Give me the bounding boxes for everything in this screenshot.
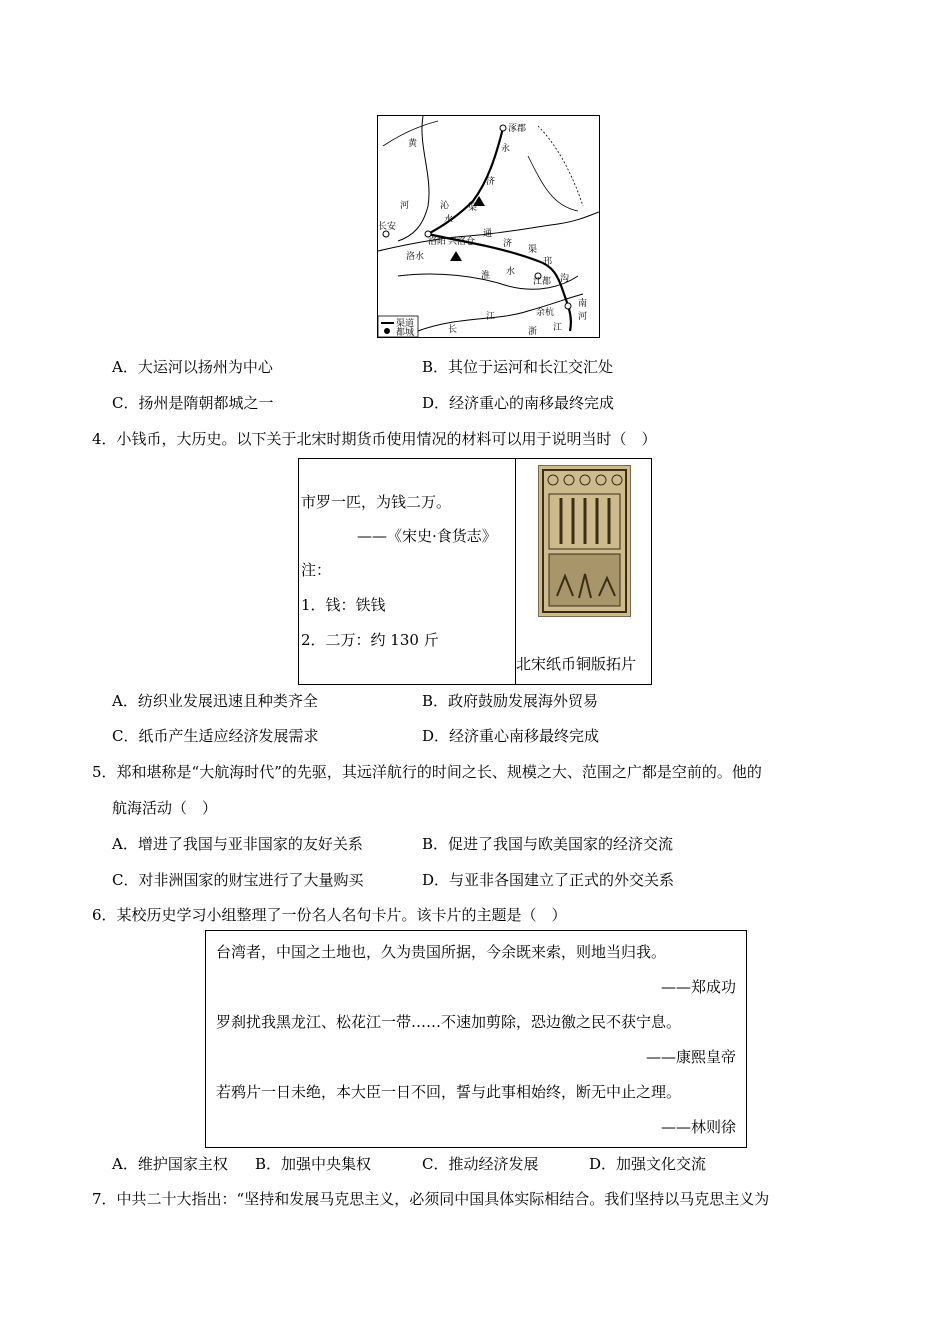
svg-text:沁: 沁 [440, 201, 450, 211]
svg-text:通: 通 [483, 229, 493, 239]
svg-text:涿郡: 涿郡 [508, 124, 527, 134]
q4-quote: 市罗一匹，为钱二万。 [301, 493, 452, 511]
svg-text:渠: 渠 [468, 203, 478, 213]
q6-option-a: A．维护国家主权 [112, 1155, 228, 1173]
q5-option-c: C．对非洲国家的财宝进行了大量购买 [112, 871, 364, 889]
svg-text:邗: 邗 [543, 257, 553, 267]
svg-text:淮: 淮 [481, 271, 491, 281]
svg-text:水: 水 [444, 215, 454, 225]
paper-money-rubbing-image [538, 465, 631, 617]
q3-option-a: A．大运河以扬州为中心 [112, 358, 273, 376]
svg-text:长安: 长安 [378, 222, 397, 232]
q4-stem: 4．小钱币，大历史。以下关于北宋时期货币使用情况的材料可以用于说明当时（ ） [92, 430, 657, 448]
q5-stem-line2: 航海活动（ ） [112, 799, 218, 817]
q5-option-a: A．增进了我国与亚非国家的友好关系 [112, 835, 363, 853]
q3-option-d: D．经济重心的南移最终完成 [422, 394, 615, 412]
svg-text:河: 河 [400, 201, 410, 211]
svg-text:黄: 黄 [408, 139, 418, 149]
svg-text:水: 水 [506, 267, 516, 277]
svg-text:江: 江 [553, 323, 563, 333]
svg-text:长: 长 [448, 325, 458, 335]
svg-text:济: 济 [503, 239, 513, 249]
q3-option-b: B．其位于运河和长江交汇处 [422, 358, 614, 376]
q6-quote-3: 若鸦片一日未绝，本大臣一日不回，誓与此事相始终，断无中止之理。 [216, 1083, 682, 1101]
svg-text:南: 南 [578, 299, 588, 309]
svg-text:沟: 沟 [560, 274, 570, 284]
svg-text:洛阳: 洛阳 [428, 237, 447, 247]
svg-text:浙: 浙 [528, 327, 538, 337]
q6-quote-card [205, 930, 747, 1148]
svg-text:洛水: 洛水 [406, 252, 425, 262]
svg-text:江都: 江都 [533, 277, 552, 287]
q4-text-cell [299, 459, 516, 685]
q7-stem: 7．中共二十大指出：“坚持和发展马克思主义，必须同中国具体实际相结合。我们坚持以马克思主义为 [92, 1190, 770, 1208]
q4-note-2: 2．二万：约 130 斤 [301, 631, 439, 649]
q5-option-d: D．与亚非各国建立了正式的外交关系 [422, 871, 675, 889]
q4-option-c: C．纸币产生适应经济发展需求 [112, 727, 319, 745]
q4-image-cell [516, 459, 652, 685]
q6-option-b: B．加强中央集权 [255, 1155, 372, 1173]
q5-stem-line1: 5．郑和堪称是“大航海时代”的先驱，其远洋航行的时间之长、规模之大、范围之广都是空前的。他的 [92, 763, 762, 781]
q4-image-caption: 北宋纸币铜版拓片 [516, 655, 637, 673]
q6-option-c: C．推动经济发展 [422, 1155, 539, 1173]
svg-text:兴洛仓: 兴洛仓 [448, 237, 476, 247]
q6-quote-1: 台湾者，中国之土地也，久为贵国所据，今余既来索，则地当归我。 [216, 943, 667, 961]
q6-author-1: ——郑成功 [660, 978, 736, 996]
q4-option-b: B．政府鼓励发展海外贸易 [422, 692, 599, 710]
q4-note-label: 注： [301, 561, 332, 579]
svg-text:江: 江 [486, 312, 496, 322]
svg-text:永: 永 [501, 144, 511, 154]
q5-option-b: B．促进了我国与欧美国家的经济交流 [422, 835, 674, 853]
svg-text:余杭: 余杭 [536, 308, 555, 318]
q4-material-table [298, 458, 652, 685]
q4-note-1: 1．钱：铁钱 [301, 596, 386, 614]
map-drawing [378, 116, 599, 337]
q3-option-c: C．扬州是隋朝都城之一 [112, 394, 274, 412]
q4-source: ——《宋史·食货志》 [357, 527, 497, 545]
q6-stem: 6．某校历史学习小组整理了一份名人名句卡片。该卡片的主题是（ ） [92, 906, 567, 924]
svg-text:渠道: 渠道 [396, 319, 415, 329]
grand-canal-map [377, 115, 600, 338]
q4-option-d: D．经济重心南移最终完成 [422, 727, 600, 745]
svg-text:河: 河 [578, 312, 588, 322]
q6-option-d: D．加强文化交流 [589, 1155, 707, 1173]
q6-author-2: ——康熙皇帝 [645, 1048, 736, 1066]
svg-text:都城: 都城 [396, 328, 415, 337]
svg-text:济: 济 [486, 177, 496, 187]
svg-text:渠: 渠 [528, 245, 538, 255]
q6-quote-2: 罗刹扰我黑龙江、松花江一带……不速加剪除，恐边徼之民不获宁息。 [216, 1013, 682, 1031]
q4-option-a: A．纺织业发展迅速且种类齐全 [112, 692, 318, 710]
q6-author-3: ——林则徐 [660, 1118, 736, 1136]
